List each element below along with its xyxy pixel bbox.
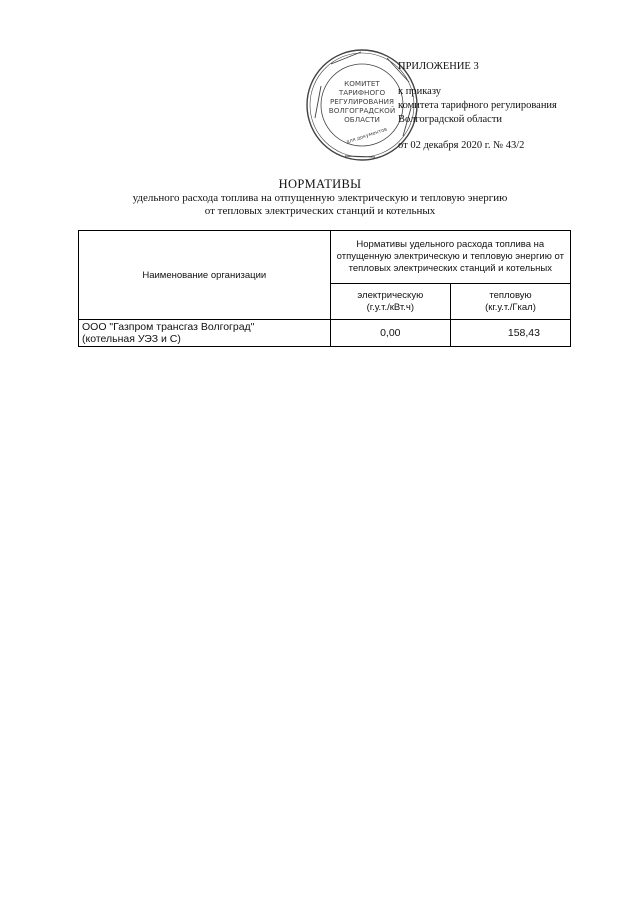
row-electric-value: 0,00 (330, 320, 450, 347)
svg-text:РЕГУЛИРОВАНИЯ: РЕГУЛИРОВАНИЯ (329, 97, 395, 106)
appendix-order-ref: к приказу (398, 86, 441, 97)
appendix-committee: комитета тарифного регулирования (398, 100, 557, 111)
appendix-region: Волгоградской области (398, 114, 503, 125)
title-line-2: от тепловых электрических станций и котельных (204, 205, 436, 217)
document-title (0, 177, 640, 218)
table-row (79, 320, 571, 347)
header-electric-unit: (г.у.т./кВт.ч) (366, 301, 414, 313)
header-thermal (451, 284, 571, 320)
appendix-block (398, 60, 557, 153)
row-thermal-value: 158,43 (451, 320, 571, 347)
header-norms: Нормативы удельного расхода топлива на отпущенную электрическую и тепловую энергию от тепловых электрических станций и котельных (330, 231, 570, 284)
header-thermal-label: тепловую (489, 290, 532, 302)
svg-text:для документов: для документов (345, 126, 388, 146)
header-thermal-unit: (кг.у.т./Гкал) (485, 301, 536, 313)
header-electric-label: электрическую (357, 290, 424, 302)
svg-text:ОБЛАСТИ: ОБЛАСТИ (344, 115, 380, 124)
appendix-date: от 02 декабря 2020 г. № 43/2 (398, 140, 525, 151)
header-organization: Наименование организации (79, 231, 331, 320)
svg-text:КОМИТЕТ: КОМИТЕТ (344, 79, 380, 88)
svg-text:ВОЛГОГРАДСКОЙ: ВОЛГОГРАДСКОЙ (328, 106, 396, 115)
title-line-1: удельного расхода топлива на отпущенную электрическую и тепловую энергию (132, 192, 508, 204)
title-heading: НОРМАТИВЫ (278, 177, 362, 191)
norms-table (78, 230, 571, 347)
row-organization-unit: (котельная УЭЗ и С) (82, 333, 181, 345)
svg-text:ТАРИФНОГО: ТАРИФНОГО (338, 88, 386, 97)
appendix-title: ПРИЛОЖЕНИЕ 3 (398, 61, 479, 72)
header-electric (330, 284, 450, 320)
row-organization-name: ООО "Газпром трансгаз Волгоград" (82, 321, 255, 333)
row-organization (79, 320, 331, 347)
